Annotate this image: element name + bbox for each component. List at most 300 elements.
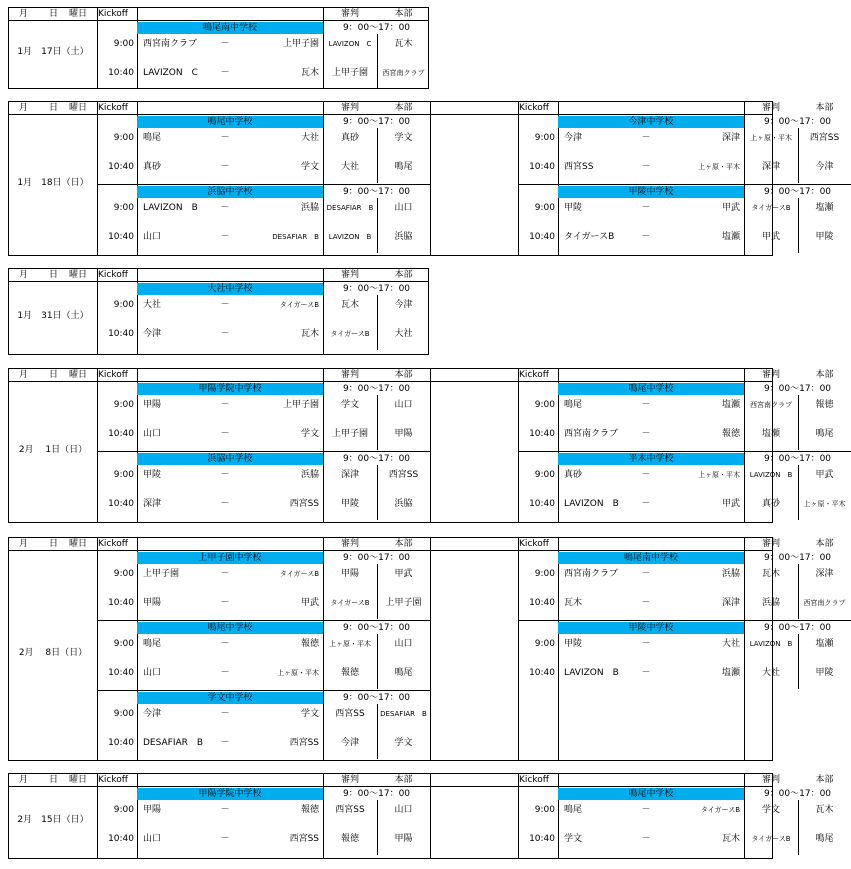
referee-team: 甲陵 [340,499,359,509]
referee-team: 西宮SS [335,805,365,815]
hq-team: 甲武 [815,470,834,480]
kickoff-time: 9:00 [113,133,134,143]
header-kickoff: Kickoff [98,270,128,280]
schedule-block [8,101,840,256]
referee-team: 瓦木 [761,569,780,579]
versus-dash: － [641,400,651,410]
versus-dash: － [641,834,651,844]
versus-dash: － [220,203,230,213]
column-divider [323,774,324,858]
hq-team: 浜脇 [394,499,413,509]
header-referee: 審判 [340,270,359,280]
referee-team: 上ヶ原・平木 [329,640,371,648]
away-team: 学文 [300,162,319,172]
venue-separator [518,451,851,452]
venue-time: 9：00～17：00 [763,117,832,127]
away-team: 学文 [300,429,319,439]
header-kickoff: Kickoff [519,775,549,785]
header-kickoff: Kickoff [519,539,549,549]
venue-time: 9：00～17：00 [763,454,832,464]
home-team: 真砂 [564,470,583,480]
schedule-block [8,537,846,761]
header-weekday: 曜日 [69,539,88,549]
kickoff-time: 9:00 [113,400,134,410]
kickoff-time: 10:40 [108,499,134,509]
venue-time: 9：00～17：00 [763,553,832,563]
venue-time: 9：00～17：00 [763,187,832,197]
kickoff-time: 9:00 [534,569,555,579]
hq-team: 塩瀬 [815,203,834,213]
versus-dash: － [220,569,230,579]
referee-team: 学文 [761,805,780,815]
venue-separator [518,620,851,621]
hq-team: 報徳 [815,400,834,410]
header-referee: 審判 [340,370,359,380]
column-divider [430,774,431,858]
header-referee: 審判 [340,539,359,549]
home-team: LAVIZON B [143,203,198,213]
schedule-block [8,773,834,859]
versus-dash: － [220,300,230,310]
hq-team: 西宮SS [809,133,840,143]
header-hq: 本部 [815,539,834,549]
referee-team: 学文 [340,400,359,410]
versus-dash: － [220,68,230,78]
venue-time: 9：00～17：00 [763,623,832,633]
referee-team: 報徳 [340,668,359,678]
away-team: 甲武 [721,499,740,509]
referee-team: 真砂 [340,133,359,143]
referee-team: タイガースB [330,330,370,338]
header-referee: 審判 [761,370,780,380]
column-divider [558,538,559,760]
versus-dash: － [641,668,651,678]
column-divider [744,774,745,858]
venue-name: 甲陽学院中学校 [137,383,323,395]
date-label: 1月 17日（土） [17,47,89,57]
header-referee: 審判 [761,775,780,785]
date-label: 2月 1日（日） [18,444,88,455]
away-team: 上ヶ原・平木 [277,669,319,677]
versus-dash: － [220,39,230,49]
venue-time: 9：00～17：00 [342,454,411,464]
referee-team: 上甲子園 [331,429,368,439]
away-team: 深津 [721,133,740,143]
header-weekday: 曜日 [69,370,88,380]
kickoff-time: 10:40 [108,668,134,678]
venue-name: 学文中学校 [137,692,323,704]
header-kickoff: Kickoff [98,370,128,380]
away-team: 西宮SS [289,834,319,844]
header-referee: 審判 [761,539,780,549]
referee-team: 今津 [340,738,359,748]
header-row [9,102,834,115]
header-day: 日 [49,103,59,113]
away-team: 瓦木 [721,834,740,844]
kickoff-time: 10:40 [108,329,134,339]
hq-team: 深津 [815,569,834,579]
home-team: 山口 [143,834,162,844]
referee-team: 大社 [761,668,780,678]
header-kickoff: Kickoff [98,539,128,549]
home-team: 瓦木 [564,598,583,608]
away-team: 深津 [721,598,740,608]
away-team: 塩瀬 [721,400,740,410]
header-hq: 本部 [815,775,834,785]
home-team: LAVIZON B [564,499,619,509]
date-label: 1月 31日（土） [17,310,89,321]
home-team: 深津 [143,499,162,509]
home-team: 大社 [143,300,162,310]
hq-team: 甲陵 [815,232,834,242]
away-team: 浜脇 [300,203,319,213]
away-team: 塩瀬 [721,668,740,678]
venue-time: 9：00～17：00 [342,23,411,33]
home-team: 学文 [564,834,583,844]
header-kickoff: Kickoff [98,9,128,19]
versus-dash: － [220,738,230,748]
venue-name: 浜脇中学校 [137,453,323,465]
venue-name: 鳴尾中学校 [558,383,744,395]
header-hq: 本部 [394,775,413,785]
referee-team: 西宮SS [335,709,365,719]
date-label: 2月 8日（日） [18,648,88,658]
away-team: 上ヶ原・平木 [698,163,740,171]
home-team: LAVIZON C [143,68,198,78]
hq-team: DESAFIAR B [380,710,427,718]
versus-dash: － [641,133,651,143]
kickoff-time: 10:40 [108,598,134,608]
referee-team: 深津 [340,470,359,480]
schedule-block [8,7,429,89]
hq-team: 甲陵 [815,668,834,678]
referee-team: 甲武 [761,232,780,242]
away-team: 上ヶ原・平木 [698,471,740,479]
home-team: 西宮SS [564,162,594,172]
venue-separator [518,184,851,185]
venue-separator [97,620,430,621]
home-team: 山口 [143,668,162,678]
venue-name: 浜脇中学校 [137,186,323,198]
header-row [9,8,428,21]
kickoff-time: 9:00 [113,300,134,310]
column-divider [430,538,431,760]
away-team: タイガースB [279,570,319,578]
home-team: 甲陽 [143,400,162,410]
venue-separator [97,451,430,452]
hq-team: 瓦木 [815,805,834,815]
header-day: 日 [49,9,59,19]
home-team: 鳴尾 [143,639,162,649]
home-team: 西宮南クラブ [143,39,198,49]
home-team: 鳴尾 [143,133,162,143]
header-month: 月 [19,370,29,380]
venue-name: 大社中学校 [137,283,323,295]
hq-team: 山口 [394,400,413,410]
referee-team: LAVIZON B [749,471,793,479]
hq-team: 今津 [815,162,834,172]
away-team: 学文 [300,709,319,719]
versus-dash: － [220,470,230,480]
column-divider [137,774,138,858]
versus-dash: － [220,668,230,678]
kickoff-time: 9:00 [534,805,555,815]
hq-team: 山口 [394,203,413,213]
versus-dash: － [220,232,230,242]
away-team: 浜脇 [721,569,740,579]
column-divider [518,774,519,858]
hq-team: 鳴尾 [815,834,834,844]
kickoff-time: 10:40 [108,429,134,439]
away-team: 瓦木 [300,68,319,78]
kickoff-time: 9:00 [113,203,134,213]
kickoff-time: 9:00 [534,470,555,480]
kickoff-time: 10:40 [529,668,555,678]
column-divider [97,774,98,858]
kickoff-time: 9:00 [534,639,555,649]
versus-dash: － [641,429,651,439]
hq-team: 鳴尾 [815,429,834,439]
venue-name: 上甲子園中学校 [137,552,323,564]
kickoff-time: 9:00 [113,639,134,649]
versus-dash: － [220,834,230,844]
versus-dash: － [220,429,230,439]
venue-separator [97,690,430,691]
kickoff-time: 9:00 [113,39,134,49]
away-team: タイガースB [700,806,740,814]
header-month: 月 [19,539,29,549]
away-team: 西宮SS [289,738,319,748]
kickoff-time: 9:00 [113,569,134,579]
header-day: 日 [49,539,59,549]
referee-team: タイガースB [751,204,791,212]
hq-team: 山口 [394,639,413,649]
kickoff-time: 9:00 [534,400,555,410]
referee-team: LAVIZON C [328,40,372,48]
referee-team: 浜脇 [761,598,780,608]
venue-name: 鳴尾中学校 [558,788,744,800]
away-team: タイガースB [279,301,319,309]
column-divider [137,8,138,88]
hq-team: 鳴尾 [394,162,413,172]
versus-dash: － [641,598,651,608]
versus-dash: － [220,162,230,172]
venue-name: 鳴尾中学校 [137,116,323,128]
venue-time: 9：00～17：00 [342,117,411,127]
versus-dash: － [220,400,230,410]
away-team: DESAFIAR B [272,233,319,241]
referee-team: LAVIZON B [749,640,793,648]
header-weekday: 曜日 [69,9,88,19]
header-day: 日 [49,270,59,280]
venue-time: 9：00～17：00 [763,384,832,394]
home-team: 上甲子園 [143,569,180,579]
venue-time: 9：00～17：00 [342,623,411,633]
versus-dash: － [641,499,651,509]
referee-team: 上甲子園 [331,68,368,78]
column-divider [137,269,138,354]
header-hq: 本部 [394,539,413,549]
hq-team: 甲陽 [394,429,413,439]
venue-name: 甲陵中学校 [558,622,744,634]
away-team: 報徳 [300,805,319,815]
away-team: 上甲子園 [282,400,319,410]
versus-dash: － [641,203,651,213]
column-divider [97,269,98,354]
kickoff-time: 9:00 [534,133,555,143]
hq-team: 山口 [394,805,413,815]
hq-team: 西宮SS [388,470,419,480]
versus-dash: － [220,329,230,339]
schedule-block [8,368,846,523]
hq-team: 西宮南クラブ [803,599,846,607]
column-divider [323,269,324,354]
header-weekday: 曜日 [69,270,88,280]
versus-dash: － [220,133,230,143]
referee-team: 塩瀬 [761,429,780,439]
header-day: 日 [49,370,59,380]
referee-team: タイガースB [751,835,791,843]
away-team: 瓦木 [300,329,319,339]
header-month: 月 [19,103,29,113]
header-referee: 審判 [340,775,359,785]
hq-team: 塩瀬 [815,639,834,649]
kickoff-time: 9:00 [534,203,555,213]
column-divider [137,538,138,760]
home-team: タイガースB [564,232,615,242]
header-month: 月 [19,270,29,280]
venue-time: 9：00～17：00 [342,553,411,563]
venue-time: 9：00～17：00 [342,384,411,394]
venue-name: 平木中学校 [558,453,744,465]
home-team: 今津 [143,329,162,339]
away-team: 報徳 [300,639,319,649]
header-row [9,774,834,787]
hq-team: 大社 [394,329,413,339]
away-team: 甲武 [300,598,319,608]
kickoff-time: 10:40 [529,598,555,608]
home-team: 鳴尾 [564,400,583,410]
away-team: 西宮SS [289,499,319,509]
header-referee: 審判 [340,9,359,19]
hq-team: 瓦木 [394,39,413,49]
referee-team: タイガースB [330,599,370,607]
referee-team: 瓦木 [340,300,359,310]
date-label: 2月 15日（日） [17,815,89,825]
column-divider [558,774,559,858]
versus-dash: － [220,709,230,719]
referee-team: 報徳 [340,834,359,844]
venue-time: 9：00～17：00 [763,789,832,799]
hq-team: 学文 [394,738,413,748]
header-hq: 本部 [394,370,413,380]
kickoff-time: 9:00 [113,709,134,719]
referee-team: 甲陽 [340,569,359,579]
kickoff-time: 10:40 [529,162,555,172]
venue-name: 甲陵中学校 [558,186,744,198]
header-row [9,538,834,551]
header-referee: 審判 [340,103,359,113]
header-hq: 本部 [815,370,834,380]
kickoff-time: 9:00 [113,470,134,480]
referee-team: 西宮南クラブ [750,401,792,409]
header-month: 月 [19,775,29,785]
header-row [9,269,428,282]
hq-team: 上ヶ原・平木 [803,500,846,508]
versus-dash: － [220,499,230,509]
home-team: 甲陽 [143,805,162,815]
venue-name: 今津中学校 [558,116,744,128]
versus-dash: － [641,569,651,579]
home-team: 山口 [143,429,162,439]
venue-name: 鳴尾南中学校 [558,552,744,564]
header-referee: 審判 [761,103,780,113]
header-hq: 本部 [394,270,413,280]
versus-dash: － [220,805,230,815]
referee-team: 上ヶ原・平木 [750,134,792,142]
hq-team: 甲陽 [394,834,413,844]
kickoff-time: 10:40 [529,834,555,844]
column-divider [430,102,431,255]
hq-team: 甲武 [394,569,413,579]
referee-team: 大社 [340,162,359,172]
hq-team: 浜脇 [394,232,413,242]
away-team: 甲武 [721,203,740,213]
away-team: 塩瀬 [721,232,740,242]
hq-team: 学文 [394,133,413,143]
schedule-block [8,268,429,355]
versus-dash: － [641,805,651,815]
away-team: 大社 [721,639,740,649]
home-team: 真砂 [143,162,162,172]
date-label: 1月 18日（日） [17,177,89,188]
hq-team: 今津 [394,300,413,310]
away-team: 報徳 [721,429,740,439]
header-hq: 本部 [394,9,413,19]
home-team: DESAFIAR B [143,738,204,748]
header-weekday: 曜日 [69,775,88,785]
header-day: 日 [49,775,59,785]
kickoff-time: 10:40 [108,834,134,844]
away-team: 上甲子園 [282,39,319,49]
home-team: LAVIZON B [564,668,619,678]
header-hq: 本部 [394,103,413,113]
kickoff-time: 10:40 [108,738,134,748]
referee-team: 真砂 [761,499,780,509]
venue-time: 9：00～17：00 [342,284,411,294]
kickoff-time: 10:40 [108,232,134,242]
versus-dash: － [220,598,230,608]
away-team: 大社 [300,133,319,143]
kickoff-time: 9:00 [113,805,134,815]
home-team: 甲陵 [143,470,162,480]
away-team: 浜脇 [300,470,319,480]
header-month: 月 [19,9,29,19]
home-team: 西宮南クラブ [564,569,619,579]
referee-team: 深津 [761,162,780,172]
home-team: 鳴尾 [564,805,583,815]
kickoff-time: 10:40 [529,232,555,242]
header-row [9,369,834,382]
venue-name: 鳴尾南中学校 [137,22,323,34]
venue-time: 9：00～17：00 [342,693,411,703]
venue-name: 鳴尾中学校 [137,622,323,634]
column-divider [430,369,431,522]
venue-name: 甲陽学院中学校 [137,788,323,800]
home-team: 甲陵 [564,639,583,649]
header-kickoff: Kickoff [519,103,549,113]
venue-time: 9：00～17：00 [342,187,411,197]
